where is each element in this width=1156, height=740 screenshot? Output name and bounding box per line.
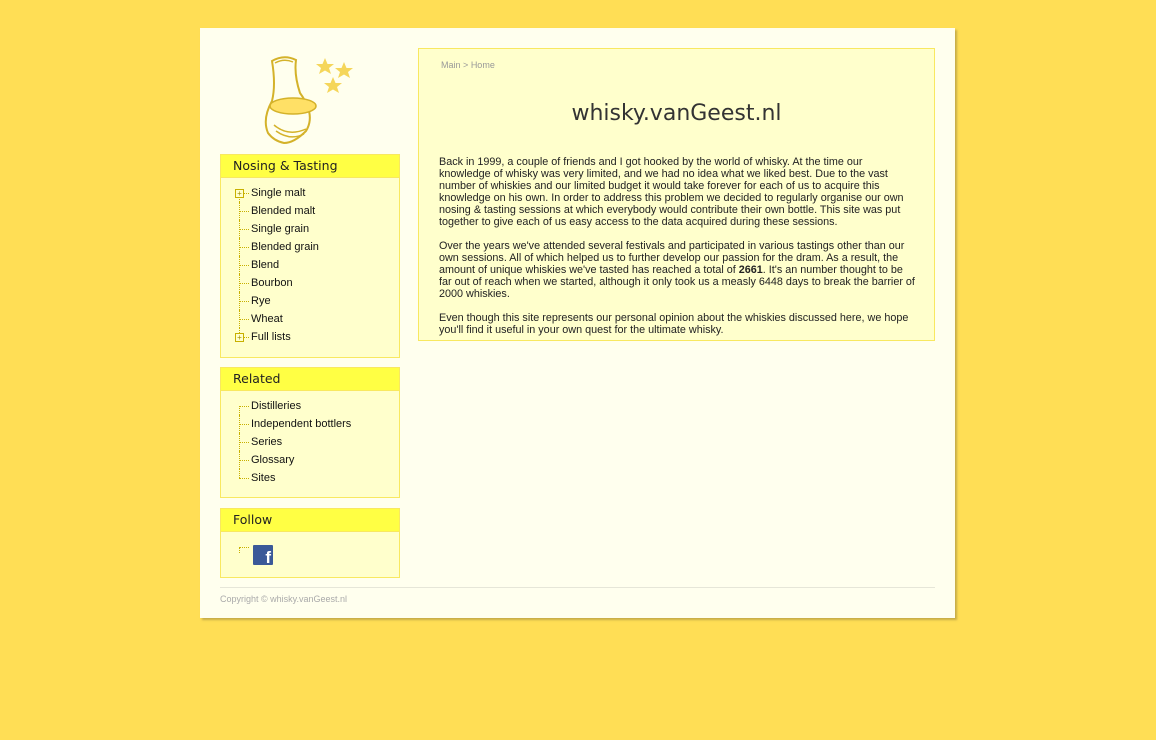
menu-item-bourbon[interactable] xyxy=(221,274,399,292)
nosing-tasting-heading: Nosing & Tasting xyxy=(221,155,399,178)
menu-item-single-malt[interactable] xyxy=(221,184,399,202)
related-panel xyxy=(220,367,400,498)
copyright-text: Copyright © whisky.vanGeest.nl xyxy=(220,594,348,604)
menu-item-series[interactable] xyxy=(221,433,399,451)
menu-item-label: Glossary xyxy=(251,454,295,466)
menu-item-label: Wheat xyxy=(251,313,283,325)
menu-item-distilleries[interactable] xyxy=(221,397,399,415)
menu-item-label: Single malt xyxy=(251,187,306,199)
menu-item-label: Sites xyxy=(251,472,276,484)
follow-heading: Follow xyxy=(221,509,399,532)
nosing-tasting-tree xyxy=(221,178,399,350)
menu-item-sites[interactable] xyxy=(221,469,399,487)
menu-item-label: Bourbon xyxy=(251,277,293,289)
page-title: whisky.vanGeest.nl xyxy=(571,101,782,126)
page-container xyxy=(200,28,955,618)
footer-divider xyxy=(220,587,935,588)
menu-item-label: Rye xyxy=(251,295,271,307)
menu-item-blended-malt[interactable] xyxy=(221,202,399,220)
menu-item-blend[interactable] xyxy=(221,256,399,274)
follow-panel xyxy=(220,508,400,578)
intro-text xyxy=(439,156,917,348)
breadcrumb-main-link[interactable]: Main xyxy=(441,60,461,70)
breadcrumb-home-link[interactable]: Home xyxy=(470,60,495,70)
related-heading: Related xyxy=(221,368,399,391)
menu-item-label: Distilleries xyxy=(251,400,302,412)
menu-item-label: Full lists xyxy=(251,331,291,343)
follow-tree xyxy=(221,532,399,566)
menu-item-label: Independent bottlers xyxy=(251,418,352,430)
menu-item-label: Single grain xyxy=(251,223,310,235)
menu-item-full-lists[interactable] xyxy=(221,328,399,346)
expand-plus-icon[interactable]: + xyxy=(235,333,244,342)
intro-paragraph-1: Back in 1999, a couple of friends and I got hooked by the world of whisky. At the time our knowledge of whisky was very limited, and we had no idea what we liked best. Due to the vast number of whiskies and our limited budget it would take forever for each of us to acquire this knowledge on his own. In order to address this problem we decided to regularly organise our own nosing & tasting sessions at which everybody would contribute their own bottle. This site was put together to give each of us easy access to the data acquired during these sessions. xyxy=(439,156,904,228)
menu-item-independent-bottlers[interactable] xyxy=(221,415,399,433)
intro-paragraph-2 xyxy=(439,240,917,300)
intro-paragraph-2-start: Over the years we've attended several festivals and participated in various tastings other than our own sessions. All of which helped us to further develop our passion for the dram. As a result, the amount of unique whiskies we've tasted has reached a total of xyxy=(439,240,905,276)
main-content xyxy=(418,48,935,341)
menu-item-blended-grain[interactable] xyxy=(221,238,399,256)
breadcrumb-separator: > xyxy=(463,60,469,70)
nosing-tasting-panel xyxy=(220,154,400,358)
intro-paragraph-3: Even though this site represents our personal opinion about the whiskies discussed here, we hope you'll find it useful in your own quest for the ultimate whisky. xyxy=(439,312,909,336)
menu-item-glossary[interactable] xyxy=(221,451,399,469)
menu-item-label: Series xyxy=(251,436,283,448)
whisky-glass-logo[interactable] xyxy=(264,55,354,145)
menu-item-label: Blended grain xyxy=(251,241,319,253)
menu-item-single-grain[interactable] xyxy=(221,220,399,238)
related-tree xyxy=(221,391,399,491)
menu-item-wheat[interactable] xyxy=(221,310,399,328)
menu-item-rye[interactable] xyxy=(221,292,399,310)
follow-item-facebook[interactable] xyxy=(221,538,399,567)
menu-item-label: Blend xyxy=(251,259,280,271)
expand-plus-icon[interactable]: + xyxy=(235,189,244,198)
menu-item-label: Blended malt xyxy=(251,205,316,217)
breadcrumb xyxy=(441,60,495,70)
intro-paragraph-2-end: . It's an number thought to be far out of reach when we started, although it only took us a measly 6448 days to break the barrier of 2000 whiskies. xyxy=(439,264,915,300)
whisky-count: 2661 xyxy=(738,264,763,276)
facebook-icon[interactable]: f xyxy=(253,545,273,565)
